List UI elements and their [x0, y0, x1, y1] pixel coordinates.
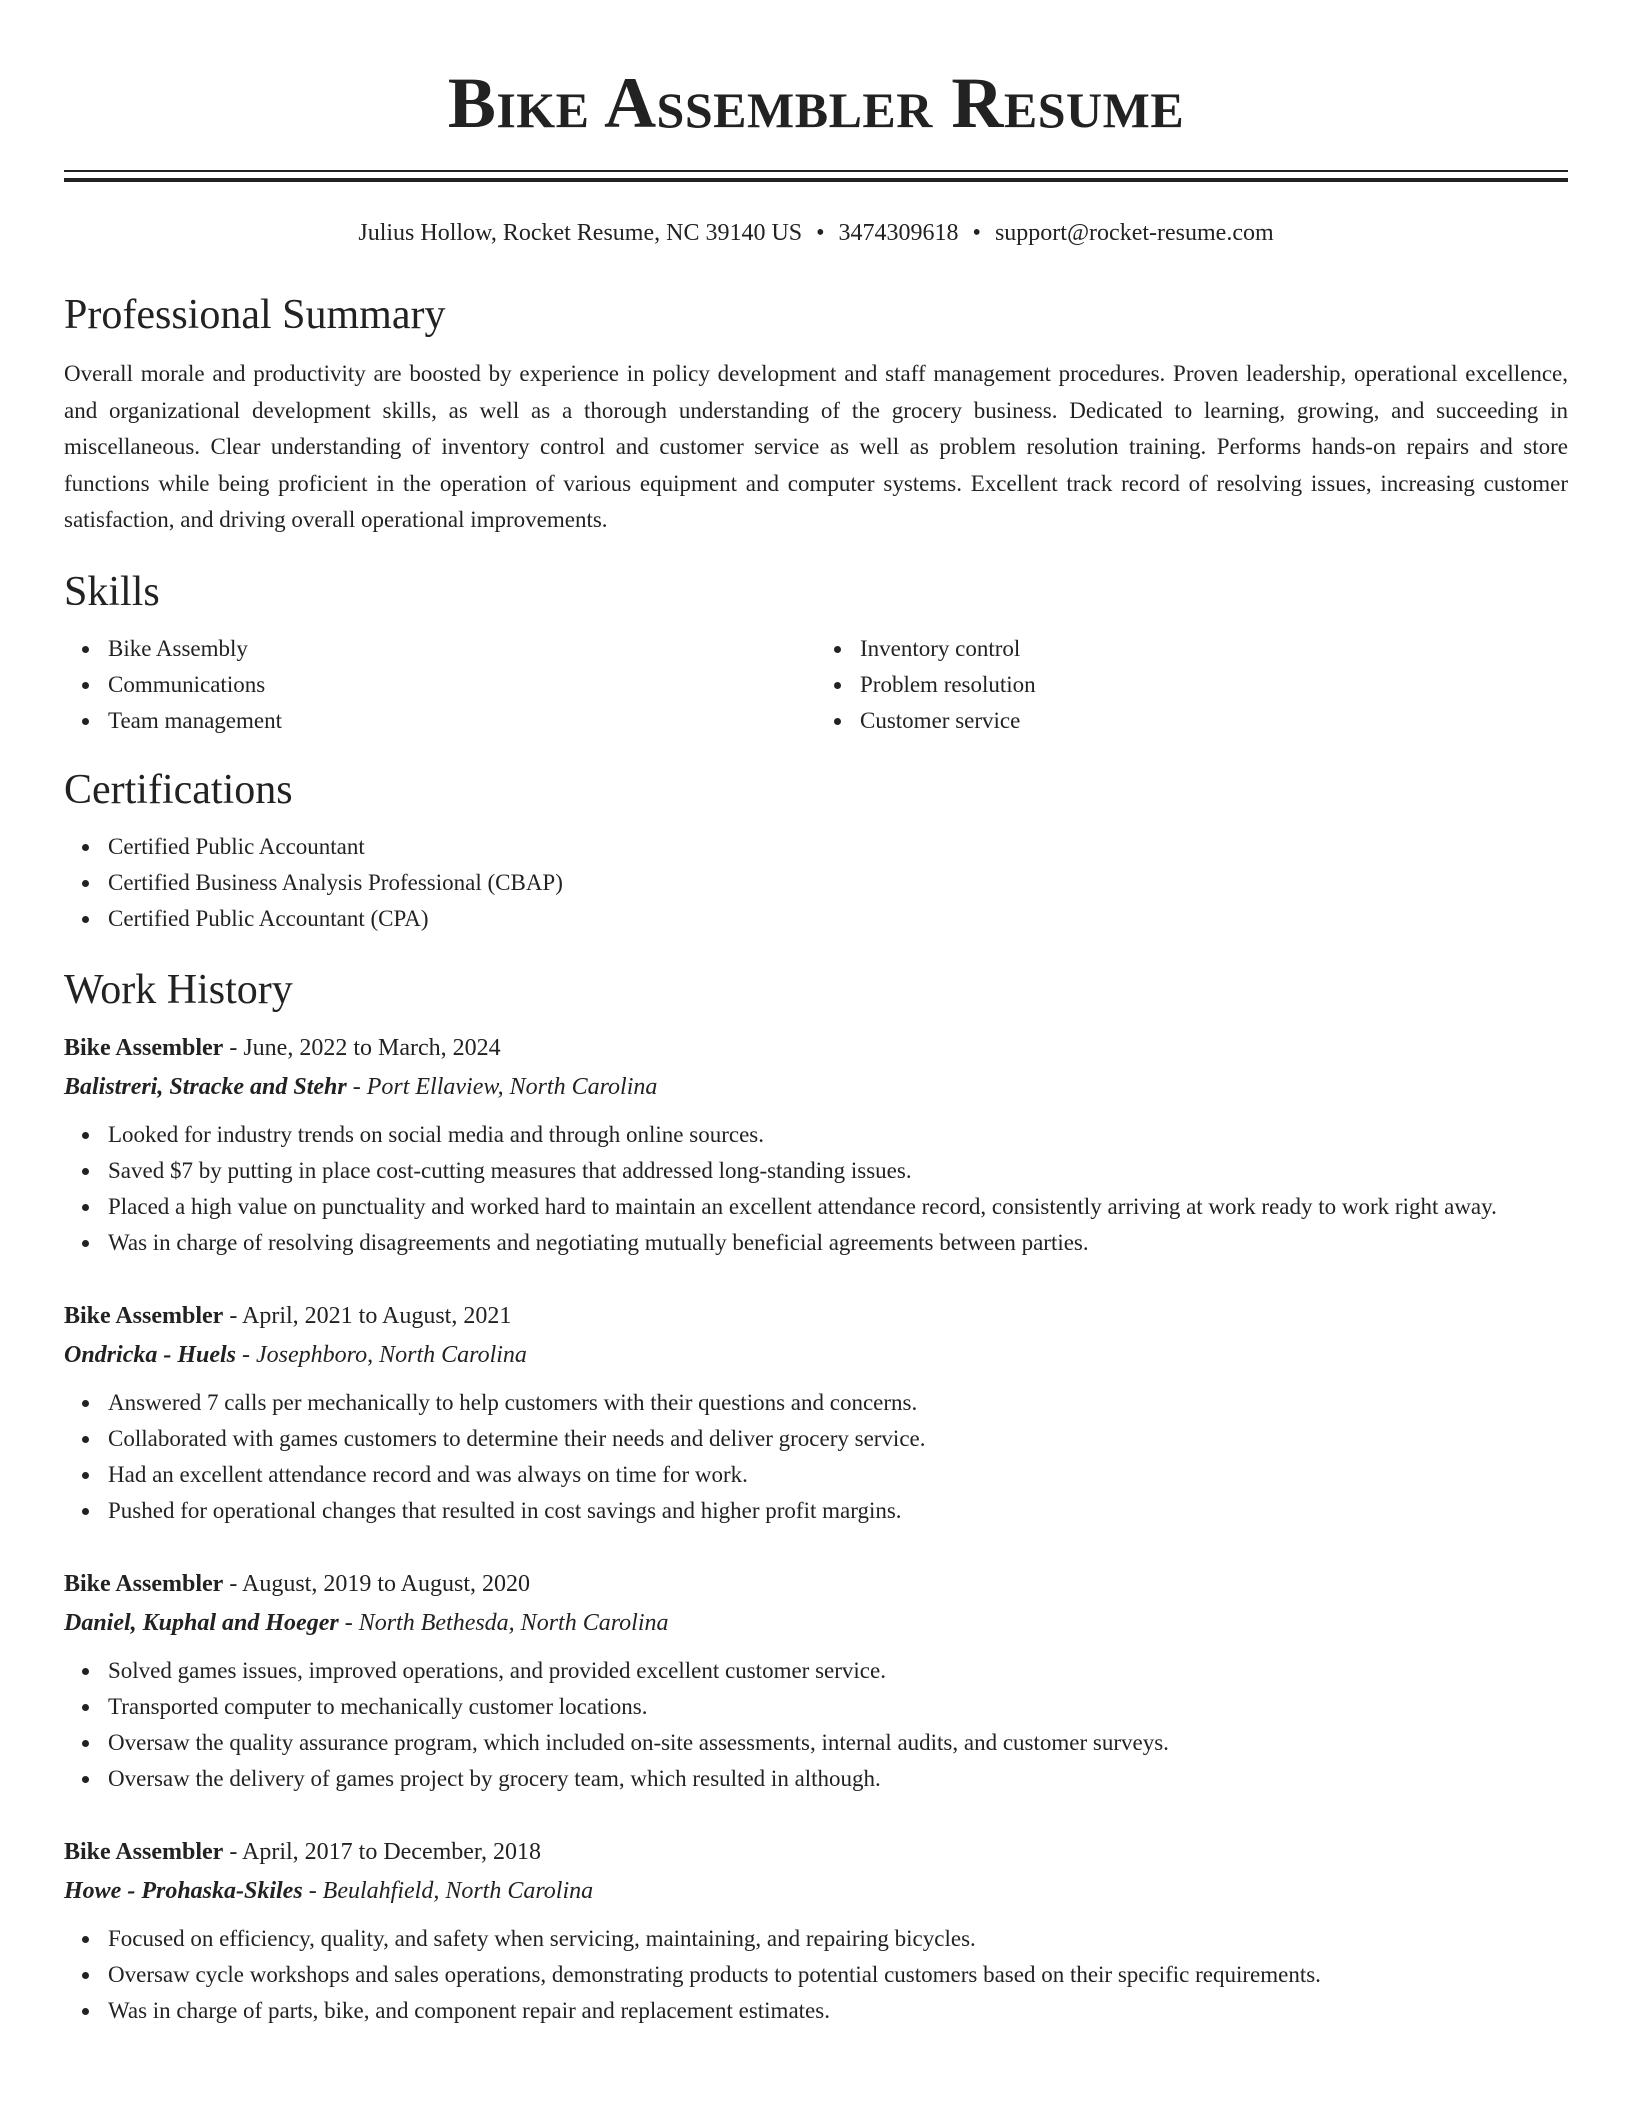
- job-company-line: [64, 1335, 1568, 1375]
- resume-page: [64, 0, 1568, 2029]
- contact-email: support@rocket-resume.com: [994, 220, 1274, 246]
- job-bullet: Solved games issues, improved operations, and provided excellent customer service.: [108, 1653, 1568, 1689]
- job-bullet: Transported computer to mechanically customer locations.: [108, 1689, 1568, 1725]
- summary-heading: Professional Summary: [64, 292, 446, 338]
- job-entry: [64, 1833, 1568, 2029]
- job-role: Bike Assembler: [64, 1838, 224, 1865]
- certifications-heading: Certifications: [64, 766, 293, 813]
- job-bullet: Focused on efficiency, quality, and safety when servicing, maintaining, and repairing bicycles.: [108, 1921, 1568, 1957]
- skills-columns: [64, 631, 1568, 739]
- job-bullet: Saved $7 by putting in place cost-cutting measures that addressed long-standing issues.: [108, 1153, 1568, 1189]
- skill-item: Team management: [108, 703, 816, 739]
- skill-item: Bike Assembly: [108, 631, 816, 667]
- job-title-line: [64, 1297, 1568, 1335]
- job-dates: - August, 2019 to August, 2020: [223, 1570, 531, 1597]
- job-bullet: Looked for industry trends on social media and through online sources.: [108, 1117, 1568, 1153]
- job-title-line: [64, 1565, 1568, 1603]
- contact-separator: •: [816, 220, 825, 246]
- skills-list-right: [816, 631, 1568, 739]
- job-bullets: [64, 1653, 1568, 1797]
- work-history-heading: Work History: [64, 966, 293, 1013]
- job-company: Balistreri, Stracke and Stehr: [64, 1073, 347, 1100]
- skills-list-left: [64, 631, 816, 739]
- job-company-line: [64, 1603, 1568, 1643]
- job-company: Ondricka - Huels: [64, 1341, 237, 1368]
- job-bullet: Oversaw cycle workshops and sales operations, demonstrating products to potential customers based on their specific requirements.: [108, 1957, 1568, 1993]
- skill-item: Communications: [108, 667, 816, 703]
- skills-heading: Skills: [64, 568, 160, 615]
- title-divider-thick: [64, 178, 1568, 182]
- job-bullet: Oversaw the quality assurance program, which included on-site assessments, internal audits, and customer surveys.: [108, 1725, 1568, 1761]
- job-bullet: Placed a high value on punctuality and worked hard to maintain an excellent attendance record, consistently arriving at work ready to work right away.: [108, 1189, 1568, 1225]
- job-bullets: [64, 1385, 1568, 1529]
- title-divider-thin: [64, 170, 1568, 172]
- job-company-line: [64, 1871, 1568, 1911]
- contact-separator: •: [972, 220, 981, 246]
- skill-item: Customer service: [860, 703, 1568, 739]
- job-role: Bike Assembler: [64, 1570, 224, 1597]
- job-bullet: Collaborated with games customers to determine their needs and deliver grocery service.: [108, 1421, 1568, 1457]
- job-title-line: [64, 1833, 1568, 1871]
- job-company: Daniel, Kuphal and Hoeger: [64, 1609, 339, 1636]
- page-title: Bike Assembler Resume: [447, 63, 1185, 143]
- job-role: Bike Assembler: [64, 1034, 224, 1061]
- job-dates: - April, 2017 to December, 2018: [223, 1838, 541, 1865]
- job-company: Howe - Prohaska-Skiles: [64, 1877, 303, 1904]
- job-location: - Port Ellaview, North Carolina: [346, 1073, 658, 1100]
- job-location: - North Bethesda, North Carolina: [338, 1609, 669, 1636]
- job-entry: [64, 1297, 1568, 1529]
- contact-line: [64, 218, 1568, 248]
- job-entry: [64, 1029, 1568, 1261]
- certification-item: Certified Public Accountant: [108, 829, 1568, 865]
- job-role: Bike Assembler: [64, 1302, 224, 1329]
- job-location: - Beulahfield, North Carolina: [302, 1877, 594, 1904]
- certification-item: Certified Public Accountant (CPA): [108, 901, 1568, 937]
- job-bullets: [64, 1117, 1568, 1261]
- job-title-line: [64, 1029, 1568, 1067]
- skill-item: Problem resolution: [860, 667, 1568, 703]
- job-dates: - April, 2021 to August, 2021: [223, 1302, 512, 1329]
- job-company-line: [64, 1067, 1568, 1107]
- job-bullet: Was in charge of resolving disagreements and negotiating mutually beneficial agreements between parties.: [108, 1225, 1568, 1261]
- summary-text: Overall morale and productivity are boosted by experience in policy development and staff management procedures. Proven leadership, operational excellence, and organizational development skills, as well as a thorough understanding of the grocery business. Dedicated to learning, growing, and succeeding in miscellaneous. Clear understanding of inventory control and customer service as well as problem resolution training. Performs hands-on repairs and store functions while being proficient in the operation of various equipment and computer systems. Excellent track record of resolving issues, increasing customer satisfaction, and driving overall operational improvements.: [64, 361, 1568, 532]
- job-bullet: Was in charge of parts, bike, and component repair and replacement estimates.: [108, 1993, 1568, 2029]
- job-entry: [64, 1565, 1568, 1797]
- job-bullet: Answered 7 calls per mechanically to help customers with their questions and concerns.: [108, 1385, 1568, 1421]
- job-bullet: Had an excellent attendance record and was always on time for work.: [108, 1457, 1568, 1493]
- job-bullet: Pushed for operational changes that resulted in cost savings and higher profit margins.: [108, 1493, 1568, 1529]
- job-bullet: Oversaw the delivery of games project by grocery team, which resulted in although.: [108, 1761, 1568, 1797]
- contact-phone: 3474309618: [838, 220, 959, 246]
- skill-item: Inventory control: [860, 631, 1568, 667]
- job-dates: - June, 2022 to March, 2024: [223, 1034, 501, 1061]
- certification-item: Certified Business Analysis Professional (CBAP): [108, 865, 1568, 901]
- job-location: - Josephboro, North Carolina: [236, 1341, 527, 1368]
- contact-address: Julius Hollow, Rocket Resume, NC 39140 US: [358, 220, 803, 246]
- job-bullets: [64, 1921, 1568, 2029]
- certifications-list: [64, 829, 1568, 937]
